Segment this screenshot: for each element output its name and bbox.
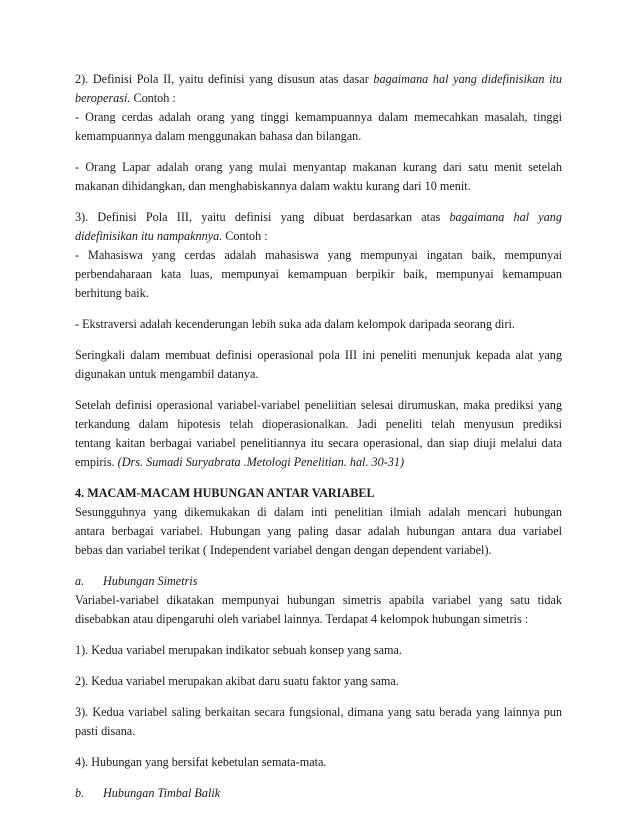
text-run: 2). Definisi Pola II, yaitu definisi yang disusun atas dasar — [75, 72, 374, 86]
text-line: kemampuannya dalam menggunakan bahasa dan bilangan. — [75, 129, 362, 143]
paragraph-seringkali — [75, 346, 562, 384]
italic-text: bagaimana hal yang — [449, 210, 562, 224]
text-run: Contoh : — [222, 229, 268, 243]
text-line: Seringkali dalam membuat definisi operasional pola III ini peneliti menunjuk kepada alat yang — [75, 348, 562, 362]
text-line: - Orang Lapar adalah orang yang mulai menyantap makanan kurang dari satu menit setelah — [75, 160, 562, 174]
subsection-title: Hubungan Timbal Balik — [103, 786, 221, 800]
text-line: Sesungguhnya yang dikemukakan di dalam inti penelitian ilmiah adalah mencari hubungan — [75, 505, 562, 519]
text-line: terkandung dalam hipotesis telah dioperasionalkan. Jadi peneliti telah menyusun prediksi — [75, 417, 562, 431]
text-line: bebas dan variabel terikat ( Independent variabel dengan dengan dependent variabel). — [75, 543, 492, 557]
text-line: pasti disana. — [75, 724, 136, 738]
text-line: 1). Kedua variabel merupakan indikator sebuah konsep yang sama. — [75, 643, 402, 657]
list-item — [75, 753, 562, 772]
text-line: - Orang cerdas adalah orang yang tinggi kemampuannya dalam memecahkan masalah, tinggi — [75, 110, 562, 124]
subsection-letter: a. — [75, 574, 85, 588]
text-line: digunakan untuk mengambil datanya. — [75, 367, 259, 381]
text-run: empiris. — [75, 455, 118, 469]
paragraph-orang-lapar — [75, 158, 562, 196]
text-line: - Ekstraversi adalah kecenderungan lebih suka ada dalam kelompok daripada seorang diri. — [75, 317, 515, 331]
text-line: Variabel-variabel dikatakan mempunyai hubungan simetris apabila variabel yang satu tidak — [75, 593, 562, 607]
text-line: berhitung baik. — [75, 286, 149, 300]
citation-text: (Drs. Sumadi Suryabrata .Metologi Penelitian. hal. 30-31) — [117, 455, 405, 469]
text-line: 4). Hubungan yang bersifat kebetulan semata-mata. — [75, 755, 327, 769]
section-4 — [75, 484, 562, 560]
paragraph-pola-3 — [75, 208, 562, 303]
text-run: 3). Definisi Pola III, yaitu definisi yang dibuat berdasarkan atas — [75, 210, 450, 224]
text-run: Contoh : — [130, 91, 176, 105]
text-line — [75, 453, 562, 472]
paragraph-ekstraversi — [75, 315, 562, 334]
text-line — [75, 227, 562, 246]
subsection-heading — [75, 784, 562, 803]
subsection-heading — [75, 572, 562, 591]
text-line: tentang kaitan berbagai variabel penelitiannya itu secara operasional, dan siap diuji melalui data — [75, 436, 562, 450]
subsection-title: Hubungan Simetris — [103, 574, 198, 588]
text-line — [75, 89, 562, 108]
subsection-letter: b. — [75, 786, 85, 800]
subsection-b — [75, 784, 562, 803]
text-line: Setelah definisi operasional variabel-variabel peneliitian selesai dirumuskan, maka prediksi yang — [75, 398, 562, 412]
text-line: 3). Kedua variabel saling berkaitan secara fungsional, dimana yang satu berada yang lainnya pun — [75, 705, 562, 719]
paragraph-setelah — [75, 396, 562, 472]
list-item — [75, 672, 562, 691]
list-item — [75, 703, 562, 741]
text-line: - Mahasiswa yang cerdas adalah mahasiswa yang mempunyai ingatan baik, mempunyai — [75, 248, 562, 262]
text-line: perbendaharaan kata luas, mempunyai kemampuan berpikir baik, mempunyai kemampuan — [75, 267, 562, 281]
paragraph-pola-2 — [75, 70, 562, 146]
document-body — [75, 70, 562, 815]
list-item — [75, 641, 562, 660]
text-line — [75, 70, 562, 89]
text-line: makanan dihidangkan, dan menghabiskannya dalam waktu kurang dari 10 menit. — [75, 179, 471, 193]
text-line — [75, 208, 562, 227]
subsection-a — [75, 572, 562, 629]
italic-text: beroperasi. — [75, 91, 131, 105]
text-line: 2). Kedua variabel merupakan akibat daru suatu faktor yang sama. — [75, 674, 399, 688]
section-heading: 4. MACAM-MACAM HUBUNGAN ANTAR VARIABEL — [75, 486, 375, 500]
text-line: disebabkan atau dipengaruhi oleh variabel lainnya. Terdapat 4 kelompok hubungan simetris : — [75, 612, 529, 626]
italic-text: bagaimana hal yang didefinisikan itu — [373, 72, 562, 86]
text-line: antara berbagai variabel. Hubungan yang paling dasar adalah hubungan antara dua variabel — [75, 524, 562, 538]
italic-text: didefinisikan itu nampaknnya. — [75, 229, 223, 243]
